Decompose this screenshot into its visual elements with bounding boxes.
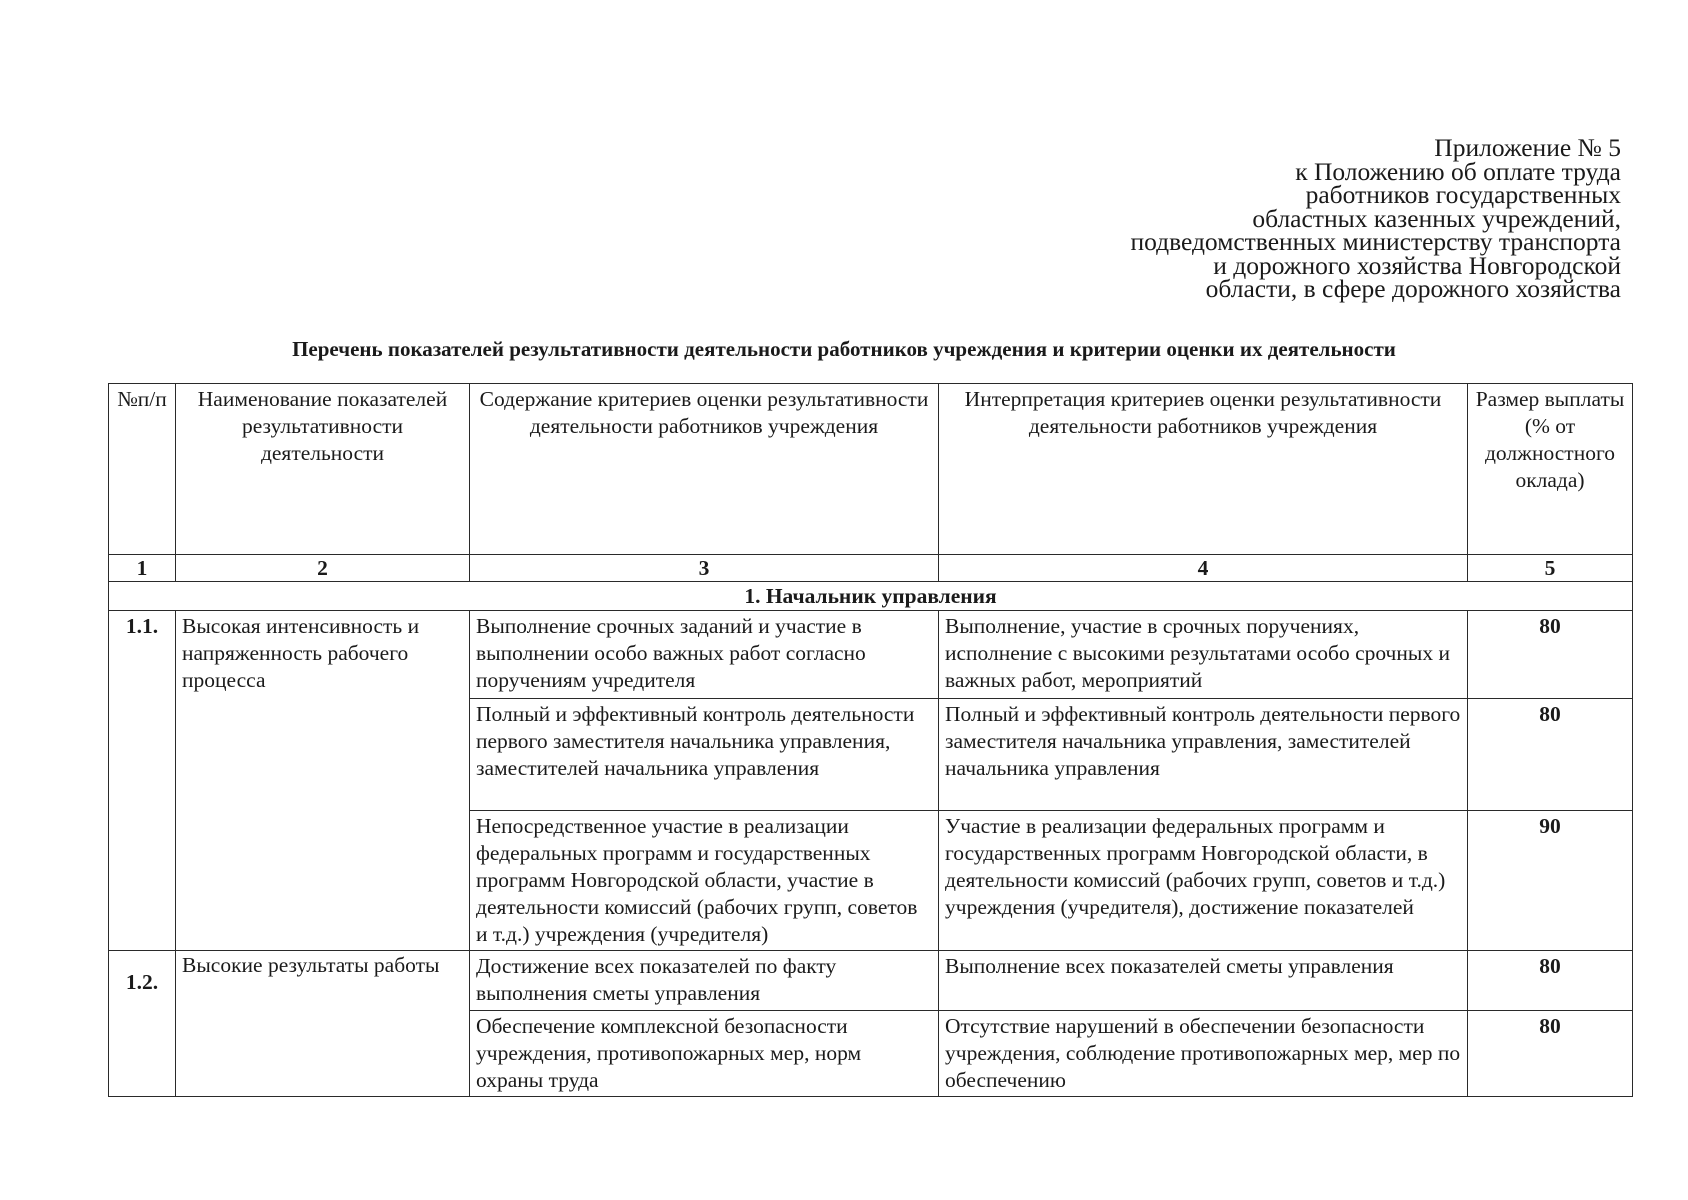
table-header-row	[109, 384, 1633, 555]
payment-value: 90	[1468, 811, 1633, 951]
column-header-number: №п/п	[109, 384, 176, 555]
column-number: 2	[176, 555, 470, 582]
table-row	[109, 611, 1633, 699]
document-title: Перечень показателей результативности деятельности работников учреждения и критерии оценки их деятельности	[292, 337, 1396, 361]
criteria-content: Выполнение срочных заданий и участие в выполнении особо важных работ согласно поручениям учредителя	[470, 611, 939, 699]
payment-value: 80	[1468, 611, 1633, 699]
criteria-interpretation: Полный и эффективный контроль деятельности первого заместителя начальника управления, заместителей начальника управления	[939, 699, 1468, 811]
column-number: 5	[1468, 555, 1633, 582]
criteria-interpretation: Отсутствие нарушений в обеспечении безопасности учреждения, соблюдение противопожарных мер, мер по обеспечению	[939, 1011, 1468, 1097]
table-row	[109, 951, 1633, 1011]
criteria-interpretation: Выполнение, участие в срочных поручениях, исполнение с высокими результатами особо срочных и важных работ, мероприятий	[939, 611, 1468, 699]
appendix-header-line: работников государственных	[1305, 180, 1621, 209]
appendix-header-line: областных казенных учреждений,	[1252, 203, 1621, 233]
payment-value: 80	[1468, 951, 1633, 1011]
section-title: 1. Начальник управления	[109, 582, 1633, 611]
row-number: 1.1.	[109, 611, 176, 951]
column-number: 4	[939, 555, 1468, 582]
column-number-row	[109, 555, 1633, 582]
appendix-header-line: Приложение № 5	[1434, 133, 1621, 162]
criteria-content: Полный и эффективный контроль деятельности первого заместителя начальника управления, заместителей начальника управления	[470, 699, 939, 811]
section-row	[109, 582, 1633, 611]
column-header-payment: Размер выплаты (% от должностного оклада)	[1468, 384, 1633, 555]
column-header-indicator: Наименование показателей результативности деятельности	[176, 384, 470, 555]
criteria-interpretation: Участие в реализации федеральных программ и государственных программ Новгородской области, в деятельности комиссий (рабочих групп, советов и т.д.) учреждения (учредителя), достижение показателей	[939, 811, 1468, 951]
appendix-header	[1130, 133, 1621, 303]
column-number: 3	[470, 555, 939, 582]
column-number: 1	[109, 555, 176, 582]
column-header-criteria-content: Содержание критериев оценки результативности деятельности работников учреждения	[470, 384, 939, 555]
criteria-content: Достижение всех показателей по факту выполнения сметы управления	[470, 951, 939, 1011]
indicator-name: Высокая интенсивность и напряженность рабочего процесса	[176, 611, 470, 951]
payment-value: 80	[1468, 699, 1633, 811]
appendix-header-line: подведомственных министерству транспорта	[1130, 227, 1621, 256]
payment-value: 80	[1468, 1011, 1633, 1097]
criteria-table	[108, 383, 1633, 1097]
appendix-header-line: к Положению об оплате труда	[1295, 156, 1621, 186]
criteria-content: Обеспечение комплексной безопасности учреждения, противопожарных мер, норм охраны труда	[470, 1011, 939, 1097]
criteria-interpretation: Выполнение всех показателей сметы управления	[939, 951, 1468, 1011]
indicator-name: Высокие результаты работы	[176, 951, 470, 1097]
appendix-header-line: и дорожного хозяйства Новгородской	[1213, 250, 1621, 280]
criteria-content: Непосредственное участие в реализации федеральных программ и государственных программ Новгородской области, участие в деятельности комиссий (рабочих групп, советов и т.д.) учреждения (учредителя)	[470, 811, 939, 951]
appendix-header-line: области, в сфере дорожного хозяйства	[1205, 274, 1621, 303]
row-number: 1.2.	[109, 951, 176, 1097]
column-header-criteria-interpretation: Интерпретация критериев оценки результативности деятельности работников учреждения	[939, 384, 1468, 555]
